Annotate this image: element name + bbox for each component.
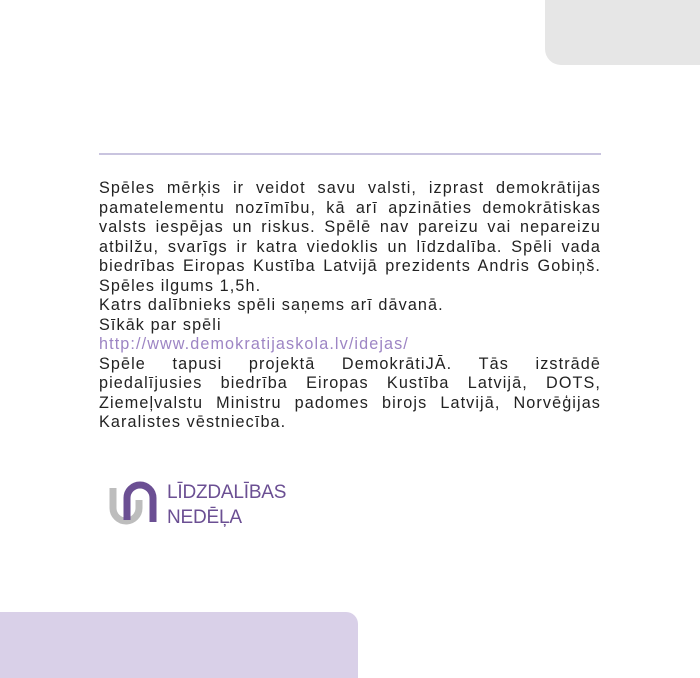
project-paragraph: Spēle tapusi projektā DemokrātiJĀ. Tās izstrādē piedalījusies biedrība Eiropas Kustība Latvijā, DOTS, Ziemeļvalstu Ministru padomes birojs Latvijā, Norvēģijas Karalistes vēstniecība.: [99, 354, 601, 431]
top-divider: [99, 153, 601, 155]
logo-mark-icon: [107, 480, 161, 526]
logo-wordmark: [167, 480, 286, 530]
bottom-panel-decoration: [0, 612, 358, 678]
description-paragraph: Spēles mērķis ir veidot savu valsti, izprast demokrātijas pamatelementu nozīmību, kā arī apzināties demokrātiskas valsts iespējas un riskus. Spēlē nav pareizu vai nepareizu atbilžu, svarīgs ir katra viedoklis un līdzdalība. Spēli vada biedrības Eiropas Kustība Latvijā prezidents Andris Gobiņš. Spēles ilgums 1,5h.: [99, 179, 601, 295]
corner-tab-decoration: [545, 0, 700, 65]
more-info-link[interactable]: http://www.demokratijaskola.lv/idejas/: [99, 335, 409, 353]
logo-line-2: NEDĒĻA: [167, 507, 242, 528]
lidzdalibas-nedela-logo: [107, 480, 307, 530]
description-text-block: [99, 179, 601, 433]
logo-line-1: LĪDZDALĪBAS: [167, 482, 287, 503]
more-info-label: Sīkāk par spēli: [99, 315, 222, 334]
gift-line: Katrs dalībnieks spēli saņems arī dāvanā.: [99, 296, 444, 314]
